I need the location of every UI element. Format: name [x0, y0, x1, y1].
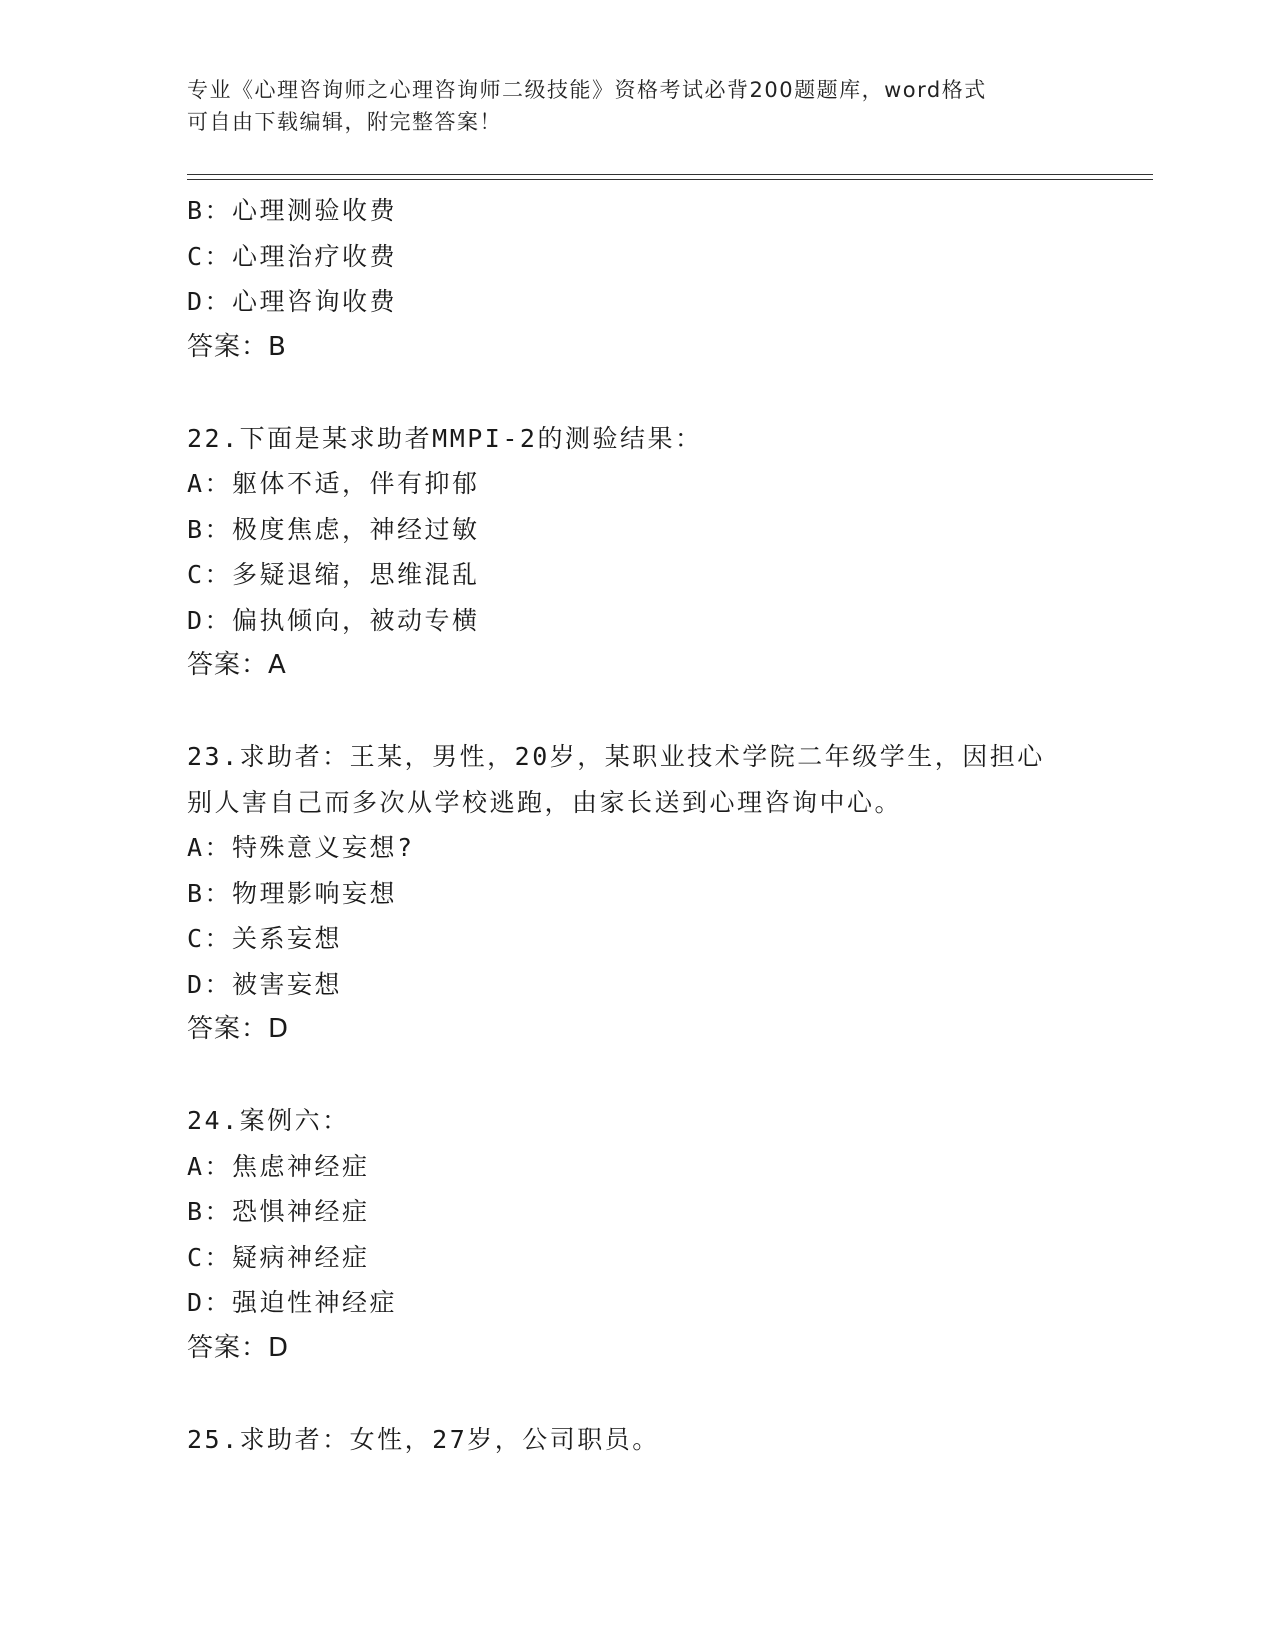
question-stem-continued: 别人害自己而多次从学校逃跑，由家长送到心理咨询中心。 — [187, 787, 903, 817]
option-c: C：多疑退缩，思维混乱 — [187, 560, 480, 589]
option-b: B：物理影响妄想 — [187, 878, 398, 908]
header-title-line-1: 专业《心理咨询师之心理咨询师二级技能》资格考试必背200题题库，word格式 — [187, 78, 987, 102]
answer-line: 答案：B — [187, 331, 287, 362]
question-24 — [187, 1098, 1117, 1371]
option-b: B：心理测验收费 — [187, 196, 398, 225]
option-c: C：疑病神经症 — [187, 1242, 370, 1272]
spacer — [187, 1371, 1117, 1417]
answer-line: 答案：D — [187, 1332, 290, 1363]
spacer — [187, 370, 1117, 416]
question-list — [187, 188, 1117, 1462]
question-stem: 22.下面是某求助者MMPI-2的测验结果： — [187, 423, 703, 453]
spacer — [187, 689, 1117, 735]
option-a: A：特殊意义妄想? — [187, 833, 415, 862]
question-22 — [187, 416, 1117, 689]
spacer — [187, 1053, 1117, 1099]
question-21-continued — [187, 188, 1117, 370]
question-stem: 24.案例六： — [187, 1106, 350, 1135]
option-b: B：极度焦虑，神经过敏 — [187, 514, 480, 544]
answer-line: 答案：A — [187, 650, 287, 680]
option-c: C：心理治疗收费 — [187, 241, 398, 271]
question-23 — [187, 734, 1117, 1053]
option-d: D：心理咨询收费 — [187, 287, 398, 316]
option-d: D：偏执倾向，被动专横 — [187, 605, 480, 635]
header-divider-top — [187, 174, 1153, 175]
option-a: A：躯体不适，伴有抑郁 — [187, 469, 480, 498]
option-a: A：焦虑神经症 — [187, 1151, 370, 1181]
answer-line: 答案：D — [187, 1014, 290, 1044]
question-25 — [187, 1417, 1117, 1463]
header-divider-bottom — [187, 179, 1153, 180]
header-title-line-2: 可自由下载编辑，附完整答案！ — [187, 110, 502, 134]
question-stem: 25.求助者：女性，27岁，公司职员。 — [187, 1424, 660, 1454]
option-b: B：恐惧神经症 — [187, 1197, 370, 1226]
page-header — [187, 74, 1087, 138]
option-c: C：关系妄想 — [187, 924, 343, 953]
option-d: D：强迫性神经症 — [187, 1288, 398, 1317]
question-stem: 23.求助者：王某，男性，20岁，某职业技术学院二年级学生，因担心 — [187, 742, 1045, 771]
option-d: D：被害妄想 — [187, 969, 343, 999]
